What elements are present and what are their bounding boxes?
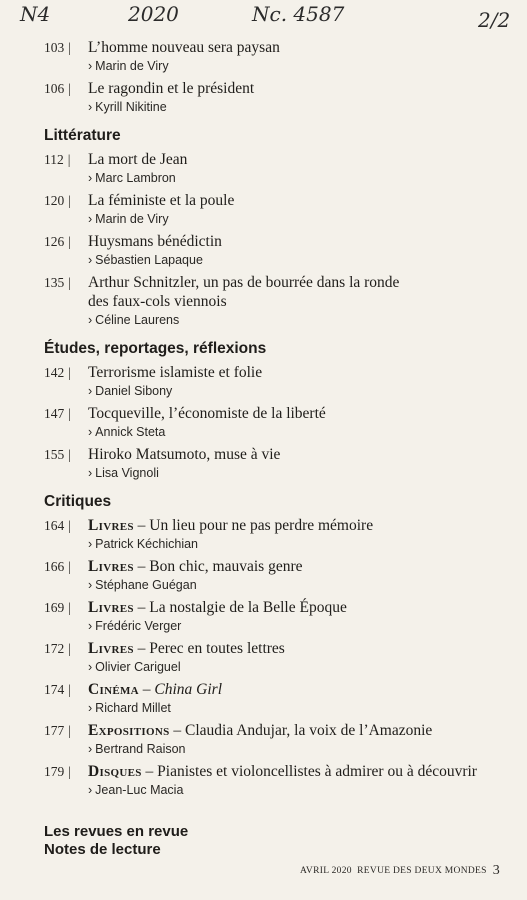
- separator: |: [68, 193, 71, 208]
- arrow-icon: ›: [88, 384, 93, 398]
- article-title-line-1: Arthur Schnitzler, un pas de bourrée dans la ronde: [88, 274, 400, 291]
- author-name: Jean-Luc Macia: [95, 783, 184, 797]
- arrow-icon: ›: [88, 783, 93, 797]
- page-number-footer: 3: [492, 863, 500, 878]
- toc-entry[interactable]: [44, 639, 504, 676]
- arrow-icon: ›: [88, 425, 93, 439]
- hand-note-4: 2/2: [478, 8, 511, 32]
- article-title: L’homme nouveau sera paysan: [88, 39, 280, 56]
- toc-entry[interactable]: [44, 445, 504, 482]
- article-title: China Girl: [154, 681, 222, 698]
- arrow-icon: ›: [88, 253, 93, 267]
- page-number: 155: [44, 447, 65, 462]
- page-number: 174: [44, 682, 65, 697]
- separator: |: [68, 559, 71, 574]
- link-les-revues-en-revue[interactable]: Les revues en revue: [44, 823, 189, 840]
- arrow-icon: ›: [88, 59, 93, 73]
- toc-entry[interactable]: [44, 516, 504, 553]
- article-title: – Bon chic, mauvais genre: [133, 558, 303, 575]
- hand-note-1: N4: [20, 2, 51, 26]
- article-title: La féministe et la poule: [88, 192, 235, 209]
- separator: |: [68, 518, 71, 533]
- page-number: 164: [44, 518, 65, 533]
- page-number: 147: [44, 406, 65, 421]
- separator: |: [68, 447, 71, 462]
- article-title-line-2: des faux-cols viennois: [88, 293, 227, 310]
- category-label: Disques: [88, 763, 142, 780]
- page-number: 126: [44, 234, 65, 249]
- author-name: Céline Laurens: [95, 313, 180, 327]
- author-name: Patrick Kéchichian: [95, 537, 198, 551]
- separator: |: [68, 641, 71, 656]
- article-title: Le ragondin et le président: [88, 80, 255, 97]
- author-name: Sébastien Lapaque: [95, 253, 203, 267]
- link-notes-de-lecture[interactable]: Notes de lecture: [44, 841, 161, 858]
- toc-entry[interactable]: [44, 79, 504, 116]
- page-number: 142: [44, 365, 65, 380]
- author-name: Richard Millet: [95, 701, 171, 715]
- toc-entry[interactable]: [44, 191, 504, 228]
- author-name: Olivier Cariguel: [95, 660, 181, 674]
- separator: |: [68, 764, 71, 779]
- author-name: Marc Lambron: [95, 171, 176, 185]
- arrow-icon: ›: [88, 578, 93, 592]
- author-name: Frédéric Verger: [95, 619, 182, 633]
- hand-note-2: 2020: [128, 2, 179, 26]
- section-heading-litterature: Littérature: [44, 127, 121, 144]
- page-number: 166: [44, 559, 65, 574]
- page-number: 172: [44, 641, 65, 656]
- page-number: 112: [44, 152, 64, 167]
- category-label: Livres: [88, 558, 134, 575]
- toc-entry[interactable]: [44, 762, 504, 799]
- arrow-icon: ›: [88, 701, 93, 715]
- author-name: Marin de Viry: [95, 59, 169, 73]
- toc-entry[interactable]: [44, 232, 504, 269]
- article-title: Tocqueville, l’économiste de la liberté: [88, 405, 326, 422]
- section-heading-critiques: Critiques: [44, 493, 112, 510]
- separator: |: [68, 40, 71, 55]
- category-label: Expositions: [88, 722, 170, 739]
- arrow-icon: ›: [88, 212, 93, 226]
- page-footer: [300, 863, 510, 878]
- separator: |: [68, 682, 71, 697]
- arrow-icon: ›: [88, 537, 93, 551]
- footer-links: [44, 823, 504, 859]
- article-title: – La nostalgie de la Belle Époque: [133, 599, 347, 616]
- toc-entry[interactable]: [44, 38, 504, 75]
- toc-entry[interactable]: [44, 404, 504, 441]
- toc-entry[interactable]: [44, 721, 504, 758]
- category-label: Livres: [88, 599, 134, 616]
- footer-text: AVRIL 2020 REVUE DES DEUX MONDES: [300, 866, 487, 876]
- category-label: Livres: [88, 640, 134, 657]
- arrow-icon: ›: [88, 660, 93, 674]
- separator: |: [68, 81, 71, 96]
- page-number: 106: [44, 81, 65, 96]
- category-label: Cinéma: [88, 681, 139, 698]
- handwritten-annotations: [0, 2, 527, 32]
- article-title: – Claudia Andujar, la voix de l’Amazonie: [169, 722, 433, 739]
- toc-entry[interactable]: [44, 557, 504, 594]
- separator: |: [68, 723, 71, 738]
- author-name: Marin de Viry: [95, 212, 169, 226]
- arrow-icon: ›: [88, 466, 93, 480]
- page-number: 103: [44, 40, 65, 55]
- author-name: Bertrand Raison: [95, 742, 186, 756]
- page-number: 135: [44, 275, 65, 290]
- category-label: Livres: [88, 517, 134, 534]
- article-title: Huysmans bénédictin: [88, 233, 222, 250]
- article-title: – Perec en toutes lettres: [133, 640, 285, 657]
- arrow-icon: ›: [88, 619, 93, 633]
- arrow-icon: ›: [88, 100, 93, 114]
- page-number: 169: [44, 600, 65, 615]
- article-title: La mort de Jean: [88, 151, 188, 168]
- author-name: Lisa Vignoli: [95, 466, 159, 480]
- author-name: Kyrill Nikitine: [95, 100, 167, 114]
- section-heading-etudes: Études, reportages, réflexions: [44, 340, 267, 357]
- article-title: – Un lieu pour ne pas perdre mémoire: [133, 517, 374, 534]
- table-of-contents: [44, 38, 504, 859]
- author-name: Daniel Sibony: [95, 384, 173, 398]
- toc-entry[interactable]: [44, 598, 504, 635]
- toc-entry[interactable]: [44, 680, 504, 717]
- separator: |: [68, 406, 71, 421]
- toc-entry[interactable]: [44, 150, 504, 187]
- toc-entry[interactable]: [44, 273, 504, 329]
- separator: |: [67, 152, 71, 167]
- title-dash: –: [138, 681, 155, 698]
- toc-entry[interactable]: [44, 363, 504, 400]
- article-title: Hiroko Matsumoto, muse à vie: [88, 446, 281, 463]
- page-number: 179: [44, 764, 65, 779]
- article-title: Terrorisme islamiste et folie: [88, 364, 263, 381]
- page-number: 177: [44, 723, 65, 738]
- article-title: – Pianistes et violoncellistes à admirer ou à découvrir: [141, 763, 477, 780]
- author-name: Annick Steta: [95, 425, 166, 439]
- page-number: 120: [44, 193, 65, 208]
- arrow-icon: ›: [88, 742, 93, 756]
- separator: |: [68, 600, 71, 615]
- separator: |: [68, 365, 71, 380]
- author-name: Stéphane Guégan: [95, 578, 197, 592]
- separator: |: [68, 234, 71, 249]
- separator: |: [68, 275, 71, 290]
- arrow-icon: ›: [88, 171, 93, 185]
- arrow-icon: ›: [88, 313, 93, 327]
- hand-note-3: Nc. 4587: [252, 2, 345, 26]
